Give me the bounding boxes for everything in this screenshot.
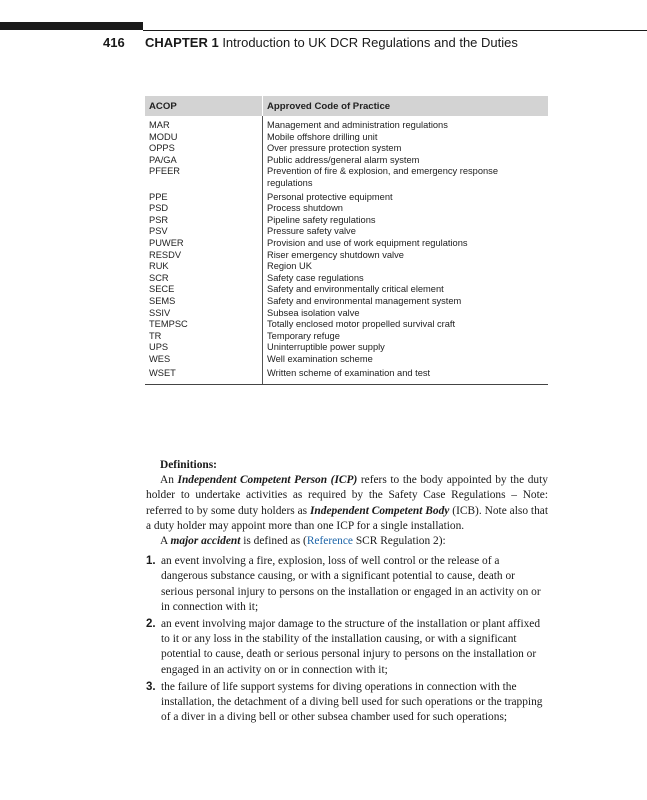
table-row	[145, 342, 548, 354]
list-item-text: an event involving major damage to the structure of the installation or plant affixed to it or any loss in the stability of the installation causing, or with a significant potential to cause, death or serious personal injury to persons on the installation or engaged in an activity on or in connection with it;	[161, 618, 541, 676]
body-text	[146, 458, 548, 727]
table-row	[145, 250, 548, 262]
list-item-number: 2.	[146, 618, 156, 631]
meaning-cell: Subsea isolation valve	[267, 307, 360, 318]
table-row	[145, 238, 548, 250]
table-row	[145, 261, 548, 273]
major-accident-term: major accident	[170, 535, 241, 548]
meaning-cell: Totally enclosed motor propelled survival craft	[267, 319, 456, 330]
meaning-cell: Process shutdown	[267, 203, 343, 214]
acronym-cell: UPS	[145, 342, 263, 354]
meaning-cell: Safety and environmentally critical element	[267, 284, 444, 295]
acronym-cell: PUWER	[145, 238, 263, 250]
table-row	[145, 166, 548, 191]
meaning-cell: Well examination scheme	[267, 353, 373, 364]
meaning-cell: Temporary refuge	[267, 330, 340, 341]
meaning-cell: Uninterruptible power supply	[267, 342, 385, 353]
acronym-cell: PSR	[145, 215, 263, 227]
header-bar	[0, 22, 143, 30]
table-row	[145, 215, 548, 227]
acronym-cell: PSV	[145, 226, 263, 238]
acronym-cell: OPPS	[145, 143, 263, 155]
meaning-cell: Provision and use of work equipment regulations	[267, 237, 468, 248]
acronym-cell: SSIV	[145, 308, 263, 320]
table-row	[145, 116, 548, 132]
table-row	[145, 331, 548, 343]
table-header-row	[145, 96, 548, 116]
list-item	[146, 617, 548, 678]
table-row	[145, 226, 548, 238]
table-row	[145, 192, 548, 204]
meaning-cell: Public address/general alarm system	[267, 154, 420, 165]
acronym-cell: PA/GA	[145, 155, 263, 167]
meaning-cell: Region UK	[267, 261, 312, 272]
table-row	[145, 296, 548, 308]
definitions-heading: Definitions:	[160, 459, 217, 471]
table-row	[145, 132, 548, 144]
table-row	[145, 365, 548, 384]
list-item-number: 1.	[146, 555, 156, 568]
meaning-cell: Management and administration regulations	[267, 120, 448, 130]
acronym-cell: SEMS	[145, 296, 263, 308]
acronym-cell: WES	[145, 354, 263, 366]
meaning-cell: Over pressure protection system	[267, 143, 402, 154]
list-item-text: the failure of life support systems for diving operations in connection with the installation, the detachment of a diving bell used for such operations or the trapping of a diver in a diving bell or other subsea chamber used for such operations;	[161, 680, 543, 724]
list-item-text: an event involving a fire, explosion, loss of well control or the release of a dangerous substance causing, or with a significant potential to cause, death or serious personal injury to persons on the installation or engaged in an activity on or in connection with it;	[161, 555, 541, 613]
column-header-acronym: ACOP	[145, 96, 263, 116]
table-row	[145, 319, 548, 331]
meaning-cell: Safety and environmental management system	[267, 295, 462, 306]
meaning-cell: Safety case regulations	[267, 272, 364, 283]
table-row	[145, 273, 548, 285]
list-item-number: 3.	[146, 680, 156, 693]
acronym-cell: SECE	[145, 284, 263, 296]
major-accident-list	[146, 554, 548, 725]
running-head	[103, 35, 518, 50]
table-row	[145, 284, 548, 296]
acronym-cell: RESDV	[145, 250, 263, 262]
acronym-cell: MAR	[145, 116, 263, 132]
table-row	[145, 155, 548, 167]
icp-paragraph: An Independent Competent Person (ICP) refers to the body appointed by the duty holder to undertake activities as required by the Safety Case Regulations – Note: referred to by some duty holders as Independent Competent Body (ICB). Note also that a duty holder may appoint more than one ICP for a single installation.	[146, 474, 549, 532]
meaning-cell: Prevention of fire & explosion, and emergency response regulations	[267, 166, 499, 188]
column-header-meaning: Approved Code of Practice	[263, 96, 549, 116]
list-item	[146, 554, 548, 615]
table-row	[145, 203, 548, 215]
header-rule	[143, 30, 647, 31]
table-row	[145, 354, 548, 366]
acronym-cell: TEMPSC	[145, 319, 263, 331]
page-number: 416	[103, 35, 125, 50]
acronym-cell: PSD	[145, 203, 263, 215]
table-row	[145, 308, 548, 320]
meaning-cell: Riser emergency shutdown valve	[267, 249, 404, 260]
meaning-cell: Written scheme of examination and test	[263, 365, 549, 384]
reference-link[interactable]: Reference	[306, 535, 353, 548]
meaning-cell: Pipeline safety regulations	[267, 214, 376, 225]
table-row	[145, 143, 548, 155]
icp-term: Independent Competent Person (ICP)	[177, 474, 358, 487]
meaning-cell: Personal protective equipment	[267, 191, 393, 202]
icb-term: Independent Competent Body	[310, 504, 450, 517]
chapter-label: CHAPTER 1	[145, 35, 219, 50]
acronym-table	[145, 96, 548, 385]
major-accident-paragraph: A major accident is defined as (Reference SCR Regulation 2):	[160, 535, 446, 548]
table-body	[145, 116, 548, 385]
chapter-title: Introduction to UK DCR Regulations and the Duties	[222, 35, 518, 50]
meaning-cell: Mobile offshore drilling unit	[267, 131, 378, 142]
acronym-cell: RUK	[145, 261, 263, 273]
acronym-cell: MODU	[145, 132, 263, 144]
acronym-cell: PFEER	[145, 166, 263, 191]
list-item	[146, 680, 548, 726]
meaning-cell: Pressure safety valve	[267, 226, 356, 237]
acronym-cell: SCR	[145, 273, 263, 285]
acronym-cell: PPE	[145, 192, 263, 204]
acronym-cell: WSET	[145, 365, 263, 384]
acronym-cell: TR	[145, 331, 263, 343]
